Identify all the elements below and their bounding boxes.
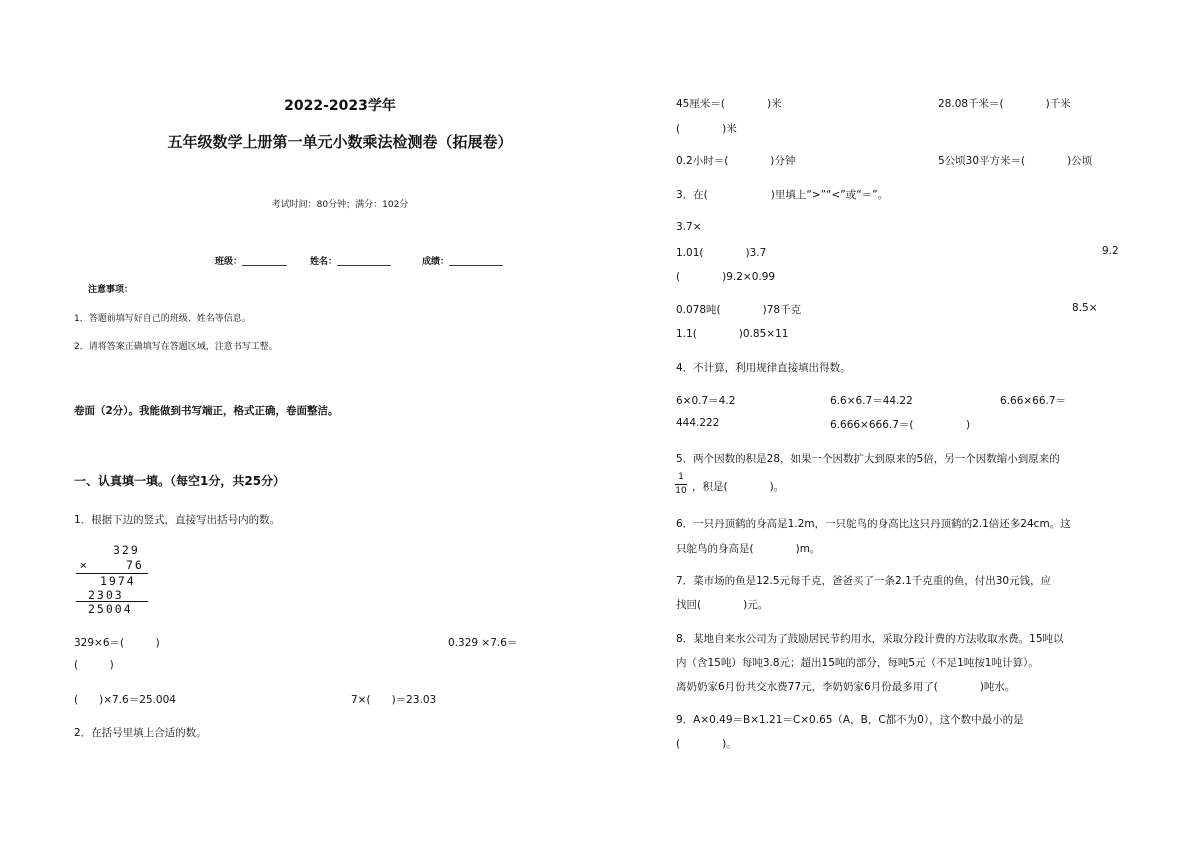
q4-pattern-2: 6.6×6.7＝44.22 xyxy=(830,395,913,407)
question-9: 9．A×0.49＝B×1.21＝C×0.65（A，B，C都不为0），这个数中最小的是 xyxy=(676,714,1024,726)
q8-answer[interactable]: 离奶奶家6月份共交水费77元，李奶奶家6月份最多用了( )吨水。 xyxy=(676,681,1016,693)
q1-item-a[interactable]: 329×6＝( ) xyxy=(74,637,160,649)
section-1-title: 一、认真填一填。（每空1分，共25分） xyxy=(74,474,286,488)
q9-answer[interactable]: ( )。 xyxy=(676,738,737,750)
score-field[interactable]: 成绩：____________ xyxy=(422,257,504,267)
q5-answer[interactable]: ，积是( )。 xyxy=(692,481,785,493)
vertical-row-multiplicand: 329 xyxy=(113,543,140,557)
q1-item-c[interactable]: ( )×7.6＝25.004 xyxy=(74,694,176,706)
notice-item-1: 1．答题前填写好自己的班级、姓名等信息。 xyxy=(74,314,251,324)
q2-item-a[interactable]: 45厘米＝( )米 xyxy=(676,98,782,110)
q3-item-a[interactable]: 1.01( )3.7 xyxy=(676,247,767,259)
vertical-row-multiplier: 76 xyxy=(126,558,144,572)
vertical-row-partial-1: 1974 xyxy=(100,574,136,588)
vertical-row-partial-2: 2303 xyxy=(88,588,124,602)
vertical-row-product: 25004 xyxy=(88,602,133,616)
times-sign: × xyxy=(80,558,89,572)
q4-pattern-3-result: 444.222 xyxy=(676,417,720,429)
q1-item-b[interactable]: 0.329 ×7.6＝ xyxy=(448,637,518,649)
fraction-denominator: 10 xyxy=(675,486,687,496)
question-4: 4．不计算，利用规律直接填出得数。 xyxy=(676,362,851,374)
q2-item-b[interactable]: 28.08千米＝( )千米 xyxy=(938,98,1071,110)
q3-line-1: 3.7× xyxy=(676,221,702,233)
q2-item-b-cont[interactable]: ( )米 xyxy=(676,123,737,135)
q3-item-b[interactable]: ( )9.2×0.99 xyxy=(676,271,776,283)
q3-item-c[interactable]: 0.078吨( )78千克 xyxy=(676,304,802,316)
q7-answer[interactable]: 找回( )元。 xyxy=(676,599,769,611)
question-1: 1．根据下边的竖式，直接写出括号内的数。 xyxy=(74,514,281,526)
question-7: 7．菜市场的鱼是12.5元每千克，爸爸买了一条2.1千克重的鱼，付出30元钱，应 xyxy=(676,575,1052,587)
fraction-numerator: 1 xyxy=(678,472,684,482)
name-field[interactable]: 姓名：____________ xyxy=(310,257,392,267)
exam-info: 考试时间：80分钟；满分：102分 xyxy=(271,200,409,210)
q4-answer[interactable]: 6.666×666.7＝( ) xyxy=(830,419,971,431)
question-5: 5．两个因数的积是28，如果一个因数扩大到原来的5倍，另一个因数缩小到原来的 xyxy=(676,453,1060,465)
q2-item-d[interactable]: 5公顷30平方米＝( )公顷 xyxy=(938,155,1093,167)
q8-line-2: 内（含15吨）每吨3.8元；超出15吨的部分，每吨5元（不足1吨按1吨计算）。 xyxy=(676,657,1039,669)
q3-item-b-start: 9.2 xyxy=(1102,245,1119,257)
question-2: 2．在括号里填上合适的数。 xyxy=(74,727,207,739)
q1-item-b-answer[interactable]: ( ) xyxy=(74,659,114,671)
notice-title: 注意事项： xyxy=(88,285,134,295)
class-field[interactable]: 班级：__________ xyxy=(215,257,288,267)
q6-answer[interactable]: 只鸵鸟的身高是( )m。 xyxy=(676,543,821,555)
q3-item-d[interactable]: 1.1( )0.85×11 xyxy=(676,328,789,340)
q2-item-c[interactable]: 0.2小时＝( )分钟 xyxy=(676,155,796,167)
q1-item-d[interactable]: 7×( )＝23.03 xyxy=(351,694,437,706)
year-title: 2022-2023学年 xyxy=(284,98,396,114)
question-8: 8．某地自来水公司为了鼓励居民节约用水，采取分段计费的方法收取水费。15吨以 xyxy=(676,633,1064,645)
q4-pattern-1: 6×0.7＝4.2 xyxy=(676,395,736,407)
main-title: 五年级数学上册第一单元小数乘法检测卷（拓展卷） xyxy=(167,133,513,151)
q4-pattern-3: 6.66×66.7＝ xyxy=(1000,395,1067,407)
fraction-bar xyxy=(675,484,687,485)
question-3: 3．在( )里填上“>”“<”或“＝”。 xyxy=(676,189,889,201)
notice-item-2: 2．请将答案正确填写在答题区域，注意书写工整。 xyxy=(74,342,278,352)
question-6: 6．一只丹顶鹤的身高是1.2m，一只鸵鸟的身高比这只丹顶鹤的2.1倍还多24cm。这 xyxy=(676,518,1071,530)
q3-item-d-start: 8.5× xyxy=(1072,302,1098,314)
neatness-statement: 卷面（2分）。我能做到书写端正，格式正确，卷面整洁。 xyxy=(74,405,339,417)
